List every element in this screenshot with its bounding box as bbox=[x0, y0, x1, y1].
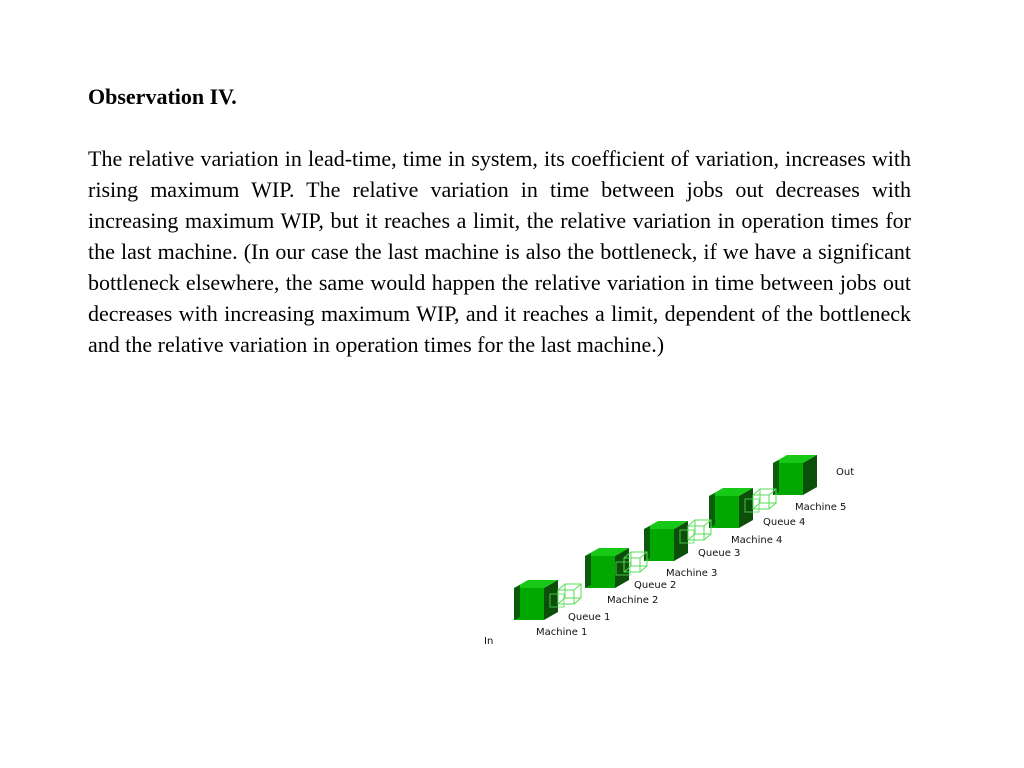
queue-label: Queue 4 bbox=[763, 517, 806, 528]
machine-label: Machine 1 bbox=[536, 627, 588, 638]
machine-label: Machine 5 bbox=[795, 502, 847, 513]
machine-3 bbox=[644, 521, 688, 561]
queue-label: Queue 2 bbox=[634, 580, 677, 591]
observation-paragraph: The relative variation in lead-time, time in system, its coefficient of variation, increases with rising maximum WIP. The relative variation in time between jobs out decreases with increasing maximum WIP, but it reaches a limit, the relative variation in operation times for the last machine. (In our case the last machine is also the bottleneck, if we have a significant bottleneck elsewhere, the same would happen the relative variation in time between jobs out decreases with increasing maximum WIP, and it reaches a limit, dependent of the bottleneck and the relative variation in operation times for the last machine.) bbox=[88, 146, 911, 357]
machine-5 bbox=[773, 455, 817, 495]
observation-heading: Observation IV. bbox=[88, 84, 237, 109]
queue-label: Queue 3 bbox=[698, 548, 741, 559]
production-line-diagram bbox=[470, 450, 870, 655]
machine-label: Machine 2 bbox=[607, 595, 659, 606]
machine-label: Machine 3 bbox=[666, 568, 718, 579]
in-label: In bbox=[484, 636, 494, 647]
machine-1 bbox=[514, 580, 558, 620]
machine-label: Machine 4 bbox=[731, 535, 783, 546]
machine-2 bbox=[585, 548, 629, 588]
machine-4 bbox=[709, 488, 753, 528]
queue-label: Queue 1 bbox=[568, 612, 611, 623]
out-label: Out bbox=[836, 467, 855, 478]
